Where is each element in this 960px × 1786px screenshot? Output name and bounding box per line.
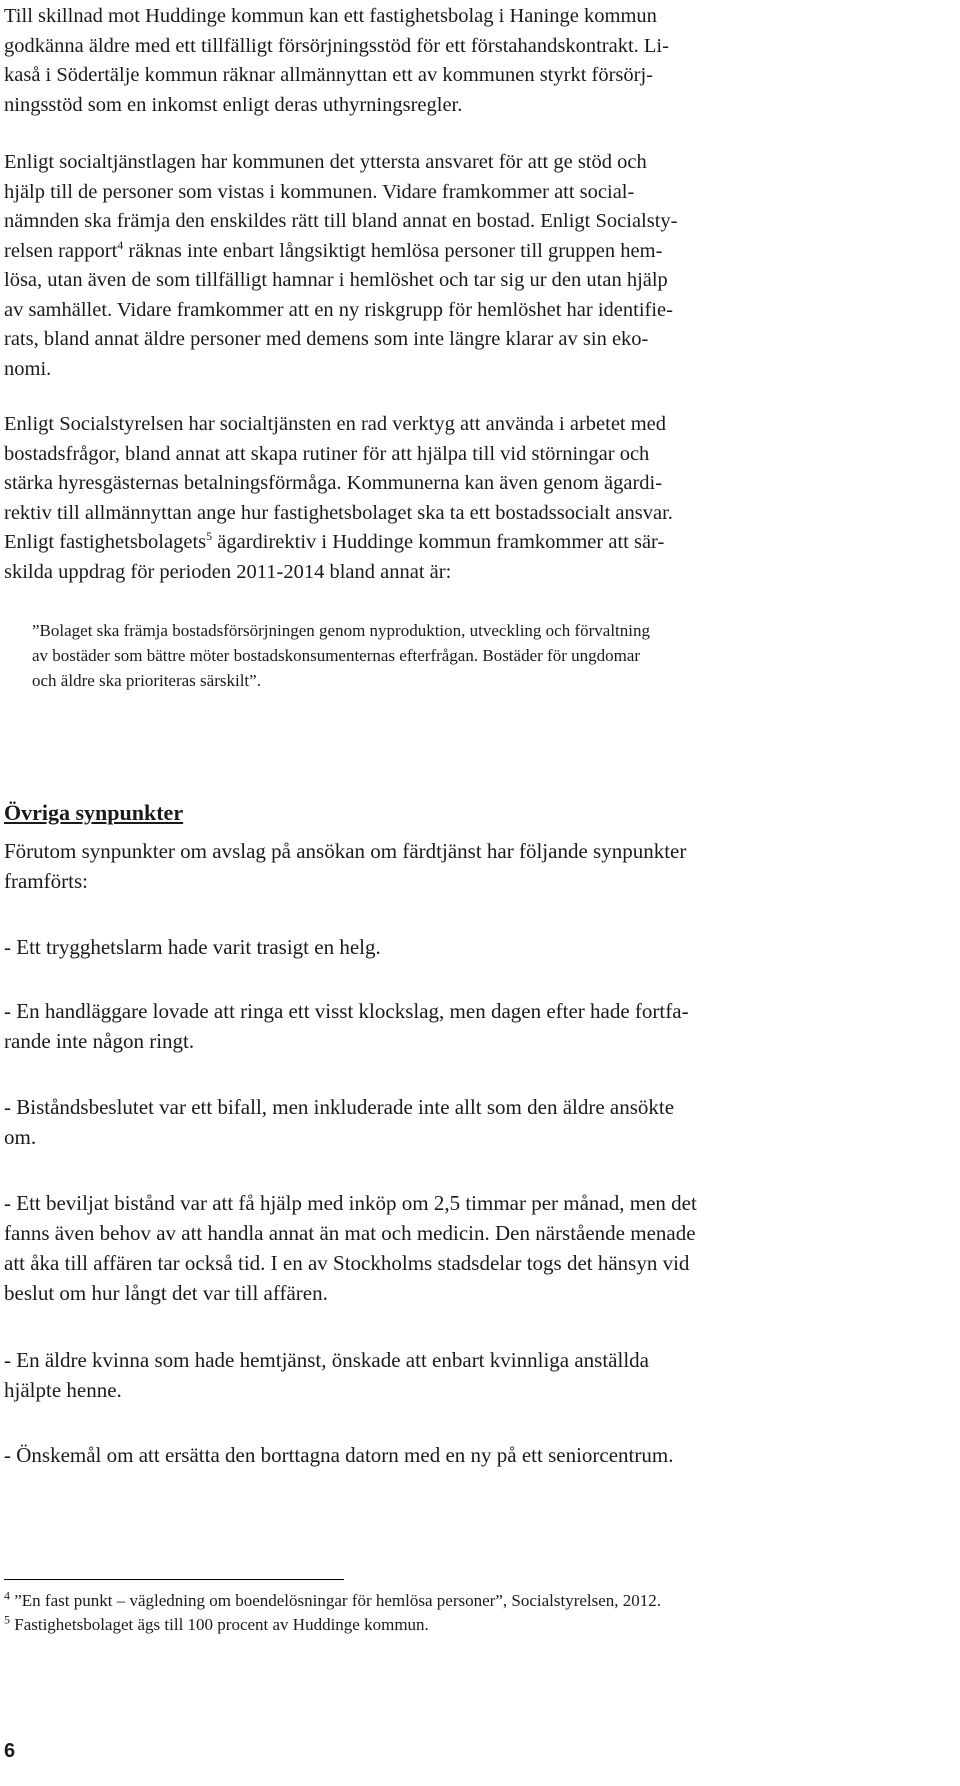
text-line: rande inte någon ringt.	[4, 1029, 195, 1053]
text-fragment: relsen rapport	[4, 239, 118, 262]
text-line: kaså i Södertälje kommun räknar allmännyttan ett av kommunen styrkt försörj-	[4, 64, 654, 86]
paragraph-social-services-law	[4, 148, 934, 384]
text-line: skilda uppdrag för perioden 2011-2014 bland annat är:	[4, 560, 452, 583]
quote-line: ”Bolaget ska främja bostadsförsörjningen genom nyproduktion, utveckling och förvaltning	[32, 621, 651, 640]
quote-line: och äldre ska prioriteras särskilt”.	[32, 671, 261, 690]
footnote-number: 4	[4, 1588, 10, 1603]
paragraph-socialstyrelsen-tools	[4, 410, 934, 587]
text-line: rektiv till allmännyttan ange hur fastighetsbolaget ska ta ett bostadssocialt ansvar.	[4, 501, 673, 524]
footnote-reference-5[interactable]: 5	[206, 529, 213, 544]
text-line: Enligt Socialstyrelsen har socialtjänsten en rad verktyg att använda i arbetet med	[4, 413, 667, 435]
footnote-number: 5	[4, 1612, 10, 1627]
footnote-4	[4, 1590, 661, 1612]
text-line: - Biståndsbeslutet var ett bifall, men inkluderade inte allt som den äldre ansökte	[4, 1095, 675, 1119]
text-line: att åka till affären tar också tid. I en av Stockholms stadsdelar togs det hänsyn vid	[4, 1251, 690, 1275]
text-line: Förutom synpunkter om avslag på ansökan om färdtjänst har följande synpunkter	[4, 839, 687, 863]
text-line	[4, 528, 934, 558]
list-item	[4, 1345, 934, 1405]
section-heading: Övriga synpunkter	[4, 800, 184, 825]
text-line: fanns även behov av att handla annat än mat och medicin. Den närstående menade	[4, 1221, 696, 1245]
text-line	[4, 237, 934, 267]
text-line: Enligt socialtjänstlagen har kommunen det yttersta ansvaret för att ge stöd och	[4, 151, 647, 173]
footnote-divider	[4, 1579, 344, 1580]
text-line: beslut om hur långt det var till affären.	[4, 1281, 328, 1305]
text-fragment: ägardirektiv i Huddinge kommun framkommer att sär-	[212, 531, 665, 553]
list-item	[4, 1440, 934, 1470]
text-line: om.	[4, 1125, 37, 1149]
text-line: godkänna äldre med ett tillfälligt försörjningsstöd för ett förstahandskontrakt. Li-	[4, 34, 669, 57]
text-fragment: räknas inte enbart långsiktigt hemlösa personer till gruppen hem-	[123, 239, 663, 262]
text-line: Till skillnad mot Huddinge kommun kan ett fastighetsbolag i Haninge kommun	[4, 5, 657, 27]
text-line: nämnden ska främja den enskildes rätt till bland annat en bostad. Enligt Socialsty-	[4, 210, 678, 232]
text-line: ningsstöd som en inkomst enligt deras uthyrningsregler.	[4, 93, 463, 116]
text-line: - Ett beviljat bistånd var att få hjälp med inköp om 2,5 timmar per månad, men det	[4, 1191, 697, 1215]
text-line: stärka hyresgästernas betalningsförmåga. Kommunerna kan även genom ägardi-	[4, 472, 663, 494]
footnote-5	[4, 1614, 429, 1636]
page-number: 6	[4, 1740, 16, 1762]
list-item	[4, 1092, 934, 1152]
text-line: - Ett trygghetslarm hade varit trasigt en helg.	[4, 935, 381, 959]
text-line: framförts:	[4, 869, 88, 893]
text-line: rats, bland annat äldre personer med demens som inte längre klarar av sin eko-	[4, 328, 649, 350]
text-line: - Önskemål om att ersätta den borttagna datorn med en ny på ett seniorcentrum.	[4, 1443, 674, 1467]
footnote-text: ”En fast punkt – vägledning om boendelösningar för hemlösa personer”, Socialstyrelsen, 2012.	[10, 1591, 662, 1610]
text-line: nomi.	[4, 357, 52, 380]
text-line: lösa, utan även de som tillfälligt hamnar i hemlöshet och tar sig ur den utan hjälp	[4, 269, 668, 291]
list-item	[4, 1188, 934, 1308]
text-line: - En handläggare lovade att ringa ett visst klockslag, men dagen efter hade fortfa-	[4, 999, 689, 1023]
text-line: hjälpte henne.	[4, 1378, 122, 1402]
block-quote	[32, 618, 930, 693]
list-item	[4, 932, 934, 962]
paragraph-intro	[4, 2, 934, 120]
footnote-text: Fastighetsbolaget ägs till 100 procent av Huddinge kommun.	[10, 1615, 429, 1634]
text-fragment: Enligt fastighetsbolagets	[4, 531, 207, 553]
text-line: hjälp till de personer som vistas i kommunen. Vidare framkommer att social-	[4, 180, 635, 203]
quote-line: av bostäder som bättre möter bostadskonsumenternas efterfrågan. Bostäder för ungdomar	[32, 646, 641, 665]
text-line: av samhället. Vidare framkommer att en ny riskgrupp för hemlöshet har identifie-	[4, 298, 673, 321]
footnote-reference-4[interactable]: 4	[117, 237, 124, 252]
list-item	[4, 996, 934, 1056]
section-intro	[4, 836, 934, 896]
text-line: bostadsfrågor, bland annat att skapa rutiner för att hjälpa till vid störningar och	[4, 442, 650, 465]
text-line: - En äldre kvinna som hade hemtjänst, önskade att enbart kvinnliga anställda	[4, 1348, 649, 1372]
